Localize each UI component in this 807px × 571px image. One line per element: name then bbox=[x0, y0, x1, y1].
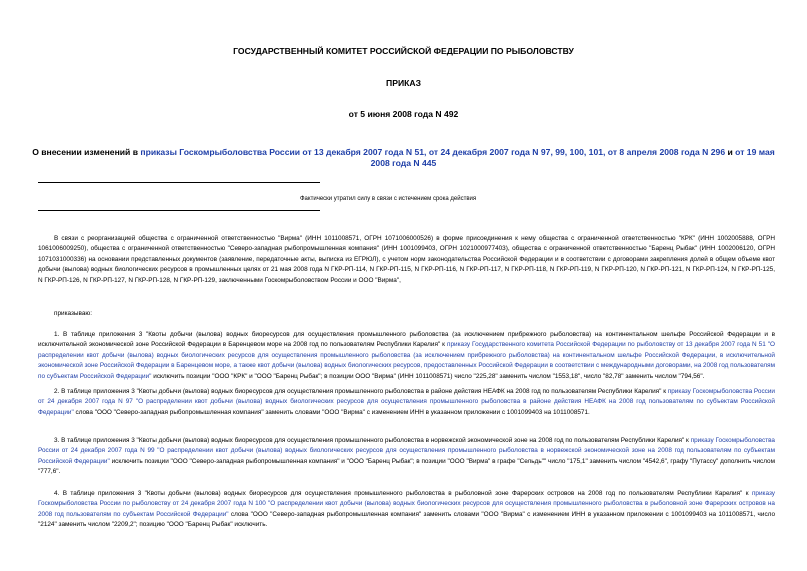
item-1-text-end: исключить позиции "ООО "КРК" и "ООО "Баренц Рыбак"; в позиции ООО "Вирма" (ИНН 1011008571) число "225,28" заменить числом "1553,18", число "82,78" заменить числом "794,56". bbox=[151, 372, 705, 380]
item-4-text-end: слова "ООО "Северо-западная рыбопромышленная компания" заменить словами "ООО "Вирма" с изменением ИНН в указанном приложении с 1001099403 на 1011008571, число "2124" заменить числом "2209,2"; позицию "ООО "Баренц Рыбак" исключить. bbox=[38, 510, 775, 529]
item-1-link[interactable]: приказу Государственного комитета Российской Федерации по рыболовству от 13 декабря 2007 года N 51 "О распределении квот добычи (вылова) водных биологических ресурсов для осуществления промышленного рыболовства (за исключением прибрежного рыболовства) на континентальном шельфе Российской Федерации, в исключительной экономической зоне Российской Федерации в Баренцевом море, а также квот добычи (вылова) водных биологических ресурсов, предоставленных Российской Федерации в соответствии с международными договорами, на 2008 год пользователям по субъектам Российской Федерации" bbox=[38, 341, 775, 380]
order-item-2 bbox=[38, 387, 775, 419]
preamble-paragraph: В связи с реорганизацией общества с ограниченной ответственностью "Вирма" (ИНН 1011008571, ОГРН 1071006000526) в форме присоединения к нему общества с ограниченной ответственностью "КРК" (ИНН 1002005888, ОГРН 1061006009250), общества с ограниченной ответственностью "Северо-западная рыбопромышленная компания" (ИНН 1001099403, ОГРН 1021000977403), общества с ограниченной ответственностью "Баренц Рыбак" (ИНН 1002006120, ОГРН 1071031000336) на основании представленных документов (заявление, передаточные акты, выписка из ЕГРЮЛ), с учетом норм законодательства Российской Федерации и в соответствии с договорами закрепления долей в общем объеме квот добычи (вылова) водных биологических ресурсов в промышленных целях от 21 мая 2008 года N ГКР-РП-114, N ГКР-РП-115, N ГКР-РП-116, N ГКР-РП-117, N ГКР-РП-118, N ГКР-РП-119, N ГКР-РП-120, N ГКР-РП-121, N ГКР-РП-124, N ГКР-РП-125, N ГКР-РП-126, N ГКР-РП-127, N ГКР-РП-128, N ГКР-РП-129, заключенными Госкомрыболовством России и ООО "Вирма", bbox=[38, 235, 775, 284]
item-2-text-end: слова "ООО "Северо-западная рыбопромышленная компания" заменить словами "ООО "Вирма" с изменением ИНН в указанном приложении с 1001099403 на 1011008571. bbox=[73, 408, 590, 416]
prikazyvayu-label: приказываю: bbox=[54, 310, 92, 317]
item-4-link[interactable]: приказу Госкомрыболовства России по рыболовству от 24 декабря 2007 года N 100 "О распределении квот добычи (вылова) водных биологических ресурсов для осуществления промышленного рыболовства в рыболовной зоне Фарерских островов на 2008 год пользователям по субъектам Российской Федерации" bbox=[38, 490, 775, 518]
item-4-text: 4. В таблице приложения 3 "Квоты добычи (вылова) водных биоресурсов для осуществления промышленного рыболовства в рыболовной зоне Фарерских островов на 2008 год по пользователям Республики Карелия" к bbox=[54, 490, 752, 497]
document-title bbox=[30, 147, 777, 169]
item-3-text-end: исключить позиции "ООО "Северо-западная рыбопромышленная компания" и "ООО "Баренц Рыбак"; в позиции "ООО "Вирма" в графе "Сельдь"" число "175,1" заменить числом "4542,6", графу "Путассу" дополнить числом "777,6". bbox=[38, 457, 775, 476]
title-prefix: О внесении изменений в bbox=[32, 147, 141, 157]
item-2-link[interactable]: приказу Госкомрыболовства России от 24 декабря 2007 года N 97 "О распределении квот добычи (вылова) водных биологических ресурсов для осуществления промышленного рыболовства в районе действия НЕАФК на 2008 год пользователям по субъектам Российской Федерации" bbox=[38, 388, 775, 416]
doc-date: от 5 июня 2008 года N 492 bbox=[348, 109, 459, 119]
order-item-4 bbox=[38, 489, 775, 531]
divider-bottom bbox=[38, 210, 320, 211]
order-item-3 bbox=[38, 436, 775, 478]
title-link-orders[interactable]: приказы Госкомрыболовства России от 13 декабря 2007 года N 51, от 24 декабря 2007 года N 97, 99, 100, 101, от 8 апреля 2008 года N 296 bbox=[140, 147, 726, 157]
item-3-link[interactable]: приказу Госкомрыболовства России от 24 декабря 2007 года N 99 "О распределении квот добычи (вылова) водных биологических ресурсов для осуществления промышленного рыболовства в норвежской экономической зоне на 2008 год пользователям по субъектам Российской Федерации" bbox=[38, 437, 775, 465]
item-3-text: 3. В таблице приложения 3 "Квоты добычи (вылова) водных биоресурсов для осуществления промышленного рыболовства в норвежской экономической зоне на 2008 год по пользователям Республики Карелия" к bbox=[54, 437, 691, 444]
doc-type-heading: ПРИКАЗ bbox=[386, 78, 421, 88]
divider-top bbox=[38, 182, 320, 183]
title-link-order-445[interactable]: от 19 мая 2008 года N 445 bbox=[370, 147, 775, 168]
status-note: Фактически утратил силу в связи с истечением срока действия bbox=[300, 196, 477, 202]
committee-heading: ГОСУДАРСТВЕННЫЙ КОМИТЕТ РОССИЙСКОЙ ФЕДЕРАЦИИ ПО РЫБОЛОВСТВУ bbox=[233, 46, 574, 56]
item-1-text: 1. В таблице приложения 3 "Квоты добычи (вылова) водных биоресурсов для осуществления промышленного рыболовства (за исключением прибрежного рыболовства) на континентальном шельфе Российской Федерации и в исключительной экономической зоне Российской Федерации в Баренцевом море на 2008 год по пользователям Республики Карелия" к bbox=[38, 331, 775, 349]
order-item-1 bbox=[38, 330, 775, 382]
title-middle: и bbox=[725, 147, 736, 157]
item-2-text: 2. В таблице приложения 3 "Квоты добычи (вылова) водных биоресурсов для осуществления промышленного рыболовства в районе действия НЕАФК на 2008 год по пользователям Республики Карелия" к bbox=[54, 388, 668, 395]
